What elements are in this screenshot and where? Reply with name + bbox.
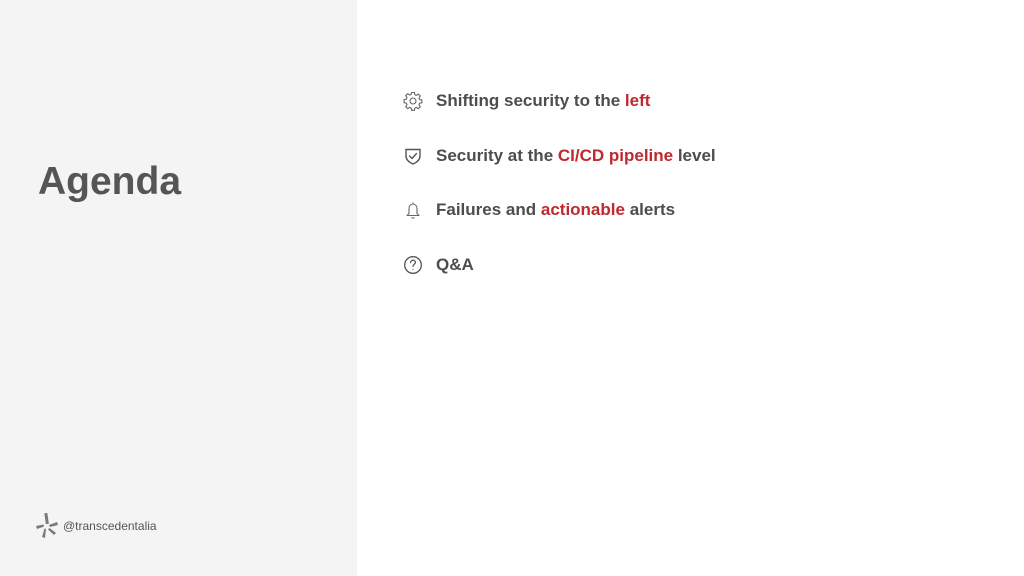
agenda-list (402, 86, 716, 304)
agenda-item-text: Security at the CI/CD pipeline level (436, 145, 716, 165)
page-title: Agenda (38, 160, 182, 203)
twitter-handle: @transcedentalia (63, 519, 157, 533)
left-panel (0, 0, 357, 576)
agenda-item-text: Failures and actionable alerts (436, 200, 676, 219)
agenda-item (402, 250, 716, 280)
agenda-item (402, 86, 716, 116)
yelp-burst-icon (36, 512, 58, 540)
agenda-item-text: Q&A (436, 254, 474, 274)
footer (36, 512, 157, 540)
shield-check-icon (402, 145, 424, 167)
agenda-item (402, 141, 716, 171)
agenda-item-text: Shifting security to the left (436, 91, 651, 110)
agenda-item (402, 195, 716, 225)
gear-icon (402, 90, 424, 112)
question-circle-icon (402, 254, 424, 276)
bell-icon (402, 199, 424, 221)
